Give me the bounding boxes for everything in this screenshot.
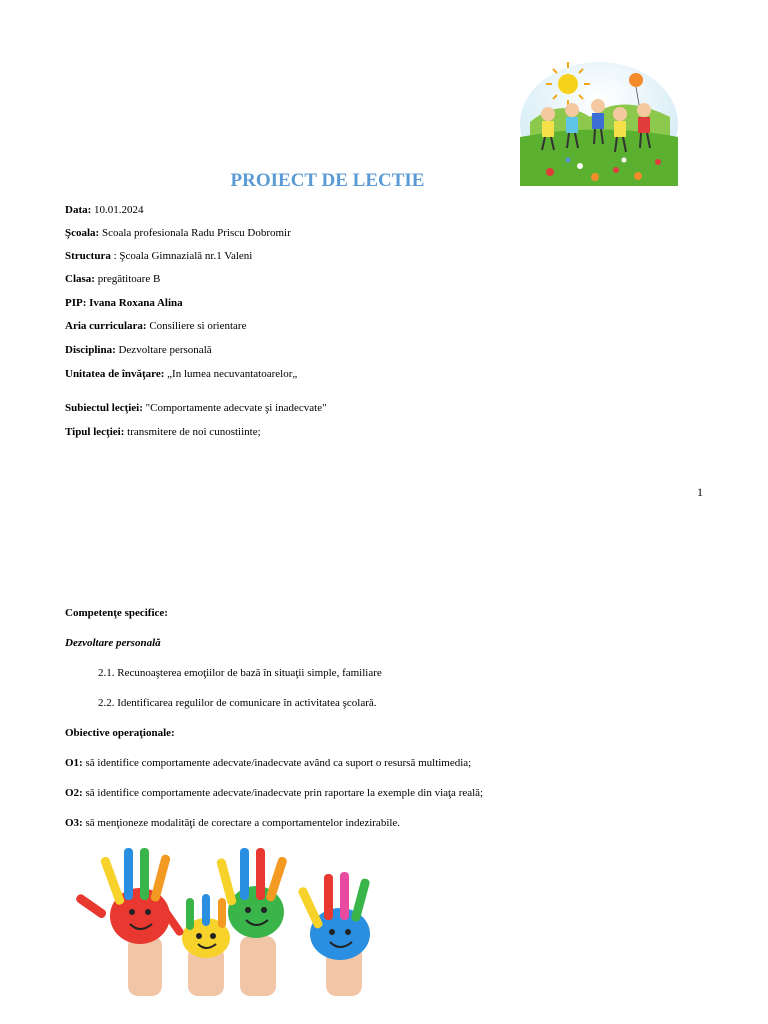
field-tipul <box>65 426 261 439</box>
field-label: Subiectul lecţiei: <box>65 402 143 414</box>
hand-green <box>216 848 288 996</box>
obiectiv-code: O1: <box>65 757 83 769</box>
obiective-heading: Obiective operaţionale: <box>65 727 175 739</box>
obiectiv-o2 <box>65 787 483 800</box>
field-label: Disciplina: <box>65 344 116 356</box>
obiectiv-code: O2: <box>65 787 83 799</box>
page-title: PROIECT DE LECTIE <box>230 170 425 191</box>
field-aria-curriculara <box>65 320 246 333</box>
field-value: transmitere de noi cunostiinte; <box>124 426 261 438</box>
obiectiv-text: să menţioneze modalităţi de corectare a comportamentelor indezirabile. <box>82 817 401 829</box>
field-data <box>65 204 144 217</box>
field-value: : Şcoala Gimnazială nr.1 Valeni <box>110 250 253 262</box>
field-unitatea <box>65 368 297 381</box>
field-subiectul <box>65 402 327 415</box>
field-label: Structura <box>65 250 111 262</box>
field-value: "Comportamente adecvate şi inadecvate" <box>142 402 327 414</box>
hand-middle <box>159 894 230 996</box>
field-value: Consiliere si orientare <box>146 320 247 332</box>
obiectiv-o3 <box>65 817 400 830</box>
hands-illustration <box>68 846 398 996</box>
field-structura <box>65 250 252 263</box>
hand-left <box>75 848 171 996</box>
field-label: Tipul lecţiei: <box>65 426 125 438</box>
competente-heading: Competenţe specifice: <box>65 607 168 619</box>
field-value: pregătitoare B <box>94 273 161 285</box>
page-number: 1 <box>697 485 703 499</box>
field-disciplina <box>65 344 212 357</box>
field-value: Scoala profesionala Radu Priscu Dobromir <box>99 227 291 239</box>
obiectiv-code: O3: <box>65 817 83 829</box>
competenta-item: 2.1. Recunoaşterea emoţiilor de bază în situaţii simple, familiare <box>98 667 382 679</box>
field-value: 10.01.2024 <box>91 204 144 216</box>
field-value: „In lumea necuvantatoarelor„ <box>164 368 298 380</box>
obiectiv-text: să identifice comportamente adecvate/inadecvate având ca suport o resursă multimedia; <box>82 757 472 769</box>
field-label: Şcoala: <box>65 227 100 239</box>
field-value: Dezvoltare personală <box>115 344 212 356</box>
obiectiv-o1 <box>65 757 471 770</box>
field-label: Data: <box>65 204 92 216</box>
children-illustration <box>520 62 678 186</box>
field-label: Aria curriculara: <box>65 320 147 332</box>
field-label: Clasa: <box>65 273 95 285</box>
obiectiv-text: să identifice comportamente adecvate/inadecvate prin raportare la exemple din viaţa reală; <box>82 787 484 799</box>
field-scoala <box>65 227 291 240</box>
field-pip <box>65 297 183 310</box>
field-label: PIP: Ivana Roxana Alina <box>65 297 183 309</box>
painted-hands-image <box>68 846 398 996</box>
competenta-item: 2.2. Identificarea regulilor de comunicare în activitatea şcolară. <box>98 697 377 709</box>
field-clasa <box>65 273 160 286</box>
children-playing-image <box>520 62 678 186</box>
hand-right <box>297 872 370 996</box>
field-label: Unitatea de învăţare: <box>65 368 165 380</box>
domain-heading: Dezvoltare personală <box>65 637 161 649</box>
